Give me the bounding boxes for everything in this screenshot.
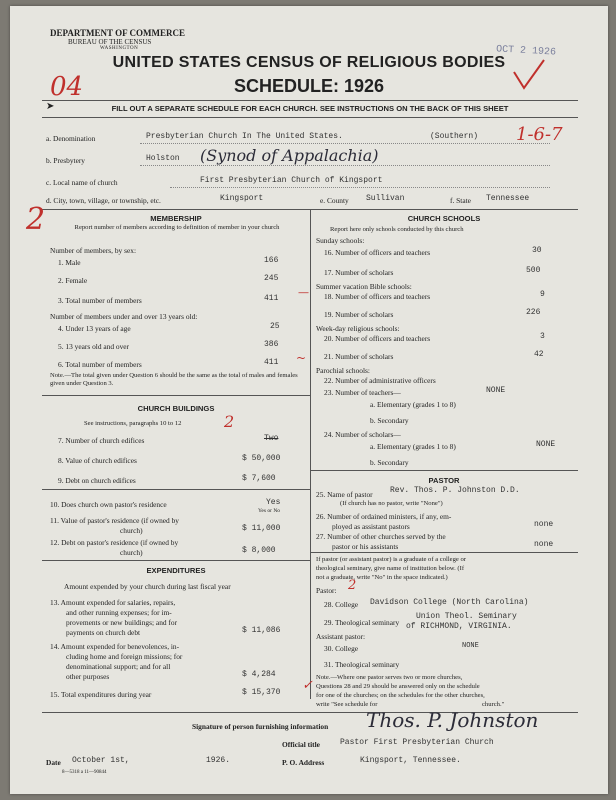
q1-label: 1. Male [58,258,81,267]
official-title-label: Official title [282,740,320,749]
buildings-instructions: See instructions, paragraphs 10 to 12 [84,420,182,427]
q5-label: 5. 13 years old and over [58,342,130,351]
county-value: Sullivan [366,194,405,203]
expenditures-heading: EXPENDITURES [146,566,206,575]
parochial-label: Parochial schools: [316,366,370,375]
q15-value: $ 15,370 [242,688,281,697]
city-label: WASHINGTON [100,46,139,51]
expenditures-intro: Amount expended by your church during last fiscal year [64,582,231,591]
q22-label: 22. Number of administrative officers [324,376,436,385]
q31-none: NONE [462,642,479,650]
arrow-icon: ➤ [46,101,55,112]
q10-sub: Yes or No [258,508,281,514]
q3-check: — [298,286,309,299]
q9-value: $ 7,600 [242,474,276,483]
sunday-label: Sunday schools: [316,236,365,245]
membership-heading: MEMBERSHIP [150,214,202,223]
local-name-value: First Presbyterian Church of Kingsport [200,176,383,185]
summer-label: Summer vacation Bible schools: [316,282,412,291]
pastor-sub-label: Pastor: [316,586,337,595]
q24a-value: NONE [536,440,556,449]
q10-value: Yes [266,498,281,507]
q12-label-2: church) [120,548,143,557]
q6-label: 6. Total number of members [58,360,142,369]
state-label: f. State [450,196,471,205]
denomination-code: 1-6-7 [516,124,563,145]
q16-value: 30 [532,246,542,255]
q14-label-2: cluding home and foreign missions; for [66,652,183,661]
q8-value: $ 50,000 [242,454,281,463]
schools-heading: CHURCH SCHOOLS [407,214,481,223]
q11-label: 11. Value of pastor's residence (if owned by [50,516,179,525]
q23-value: NONE [486,386,506,395]
date-label: Date [46,758,61,767]
q14-value: $ 4,284 [242,670,276,679]
buildings-heading: CHURCH BUILDINGS [137,404,215,413]
q15-label: 15. Total expenditures during year [50,690,152,699]
q7-value: Two [264,434,279,443]
q16-label: 16. Number of officers and teachers [324,248,431,257]
q13-value: $ 11,086 [242,626,281,635]
q6-check: ~ [296,351,307,365]
denomination-value: Presbyterian Church In The United States. [146,132,343,141]
weekday-label: Week-day religious schools: [316,324,400,333]
q20-label: 20. Number of officers and teachers [324,334,431,343]
q24a-label: a. Elementary (grades 1 to 8) [370,442,456,451]
q15-check: ✓ [302,678,313,693]
q28-value: Davidson College (North Carolina) [370,598,529,607]
date-value: October 1st, [72,756,130,765]
q24b-label: b. Secondary [370,458,409,467]
assistant-label: Assistant pastor: [316,632,366,641]
q26-label-1: 26. Number of ordained ministers, if any, em- [316,512,452,521]
q20-value: 3 [540,332,545,341]
q21-label: 21. Number of scholars [324,352,394,361]
pastor-note-3: for one of the churches; on the schedules for the other churches, [316,692,485,699]
q13-label-2: and other running expenses; for im- [66,608,172,617]
q29-value-1: Union Theol. Seminary [416,612,517,621]
q31-label: 31. Theological seminary [324,660,400,669]
state-value: Tennessee [486,194,530,203]
q18-value: 9 [540,290,545,299]
q14-label-4: other purposes [66,672,110,681]
q18-label: 18. Number of officers and teachers [324,292,431,301]
pastor-note-2: Questions 28 and 29 should be answered only on the schedule [316,683,480,690]
q29-value-2: of RICHMOND, VIRGINIA. [406,622,512,631]
q23a-label: a. Elementary (grades 1 to 8) [370,400,456,409]
q12-label: 12. Debt on pastor's residence (if owned by [50,538,179,547]
q5-value: 386 [264,340,279,349]
received-stamp: OCT 2 1926 [495,44,557,59]
q17-label: 17. Number of scholars [324,268,394,277]
q11-value: $ 11,000 [242,524,281,533]
bureau-label: BUREAU OF THE CENSUS [68,38,152,46]
schedule-title: SCHEDULE: 1926 [233,76,385,96]
q7-label: 7. Number of church edifices [58,436,145,445]
q23b-label: b. Secondary [370,416,409,425]
q26-label-2: ployed as assistant pastors [332,522,410,531]
county-label: e. County [320,196,349,205]
q13-label-4: payments on church debt [66,628,141,637]
q29-label: 29. Theological seminary [324,618,400,627]
department-label: DEPARTMENT OF COMMERCE [50,28,186,38]
official-title-value: Pastor First Presbyterian Church [340,738,494,747]
q19-value: 226 [526,308,541,317]
synod-handwritten: (Synod of Appalachia) [200,146,379,165]
q14-label-1: 14. Amount expended for benevolences, in- [50,642,180,651]
q17-value: 500 [526,266,541,275]
q1-value: 166 [264,256,279,265]
signature-label: Signature of person furnishing information [192,722,329,731]
q23-label: 23. Number of teachers— [324,388,401,397]
q2-value: 245 [264,274,279,283]
grad-note-3: not a graduate, write "No" in the space indicated.) [316,574,448,581]
pastor-red-mark: 2 [348,578,357,593]
membership-note: Note.—The total given under Question 6 should be the same as the total of males and females given under Question 3. [50,372,298,387]
q27-value: none [534,540,554,549]
presbytery-value: Holston [146,154,180,163]
pastor-heading: PASTOR [428,476,460,485]
by-age-label: Number of members under and over 13 years old: [50,312,198,321]
city-field-label: d. City, town, village, or township, etc. [46,196,161,205]
grad-note-1: If pastor (or assistant pastor) is a graduate of a college or [316,556,466,563]
q30-label: 30. College [324,644,359,653]
pastor-note-5: church." [482,701,505,708]
signature: Thos. P. Johnston [366,708,539,732]
q28-label: 28. College [324,600,359,609]
po-label: P. O. Address [282,758,325,767]
q8-label: 8. Value of church edifices [58,456,137,465]
red-margin-mark: 2 [26,202,46,237]
city-value: Kingsport [220,194,264,203]
schools-intro: Report here only schools conducted by this church [330,226,464,233]
by-sex-label: Number of members, by sex: [50,246,136,255]
po-value: Kingsport, Tennessee. [360,756,461,765]
q21-value: 42 [534,350,544,359]
grad-note-2: theological seminary, give name of institution below. (If [316,565,465,572]
q4-label: 4. Under 13 years of age [58,324,131,333]
q25-sub: (If church has no pastor, write "None") [340,500,443,507]
denomination-suffix: (Southern) [430,132,479,141]
form-title: UNITED STATES CENSUS OF RELIGIOUS BODIES [112,54,506,71]
q24-label: 24. Number of scholars— [324,430,401,439]
pastor-note-4: write "See schedule for [316,701,378,708]
q11-label-2: church) [120,526,143,535]
q27-label-2: pastor or his assistants [332,542,399,551]
denomination-label: a. Denomination [46,134,96,143]
q12-value: $ 8,000 [242,546,276,555]
fill-out-instruction: FILL OUT A SEPARATE SCHEDULE FOR EACH CHURCH. SEE INSTRUCTIONS ON THE BACK OF THIS SHEET [111,104,509,113]
q3-value: 411 [264,294,279,303]
q14-label-3: denominational support; and for all [66,662,171,671]
buildings-red-mark: 2 [224,412,235,431]
q2-label: 2. Female [58,276,88,285]
census-form [10,6,608,794]
pastor-note-1: Note.—Where one pastor serves two or more churches, [316,674,463,681]
q19-label: 19. Number of scholars [324,310,394,319]
q13-label-1: 13. Amount expended for salaries, repairs, [50,598,176,607]
q27-label-1: 27. Number of other churches served by the [316,532,446,541]
q9-label: 9. Debt on church edifices [58,476,136,485]
presbytery-label: b. Presbytery [46,156,85,165]
q13-label-3: provements or new buildings; and for [66,618,178,627]
q10-label: 10. Does church own pastor's residence [50,500,167,509]
q4-value: 25 [270,322,280,331]
form-number: 8—5318 a 11—90844 [62,770,107,775]
local-name-label: c. Local name of church [46,178,118,187]
q25-label: 25. Name of pastor [316,490,373,499]
year-value: 1926. [206,756,231,765]
membership-intro: Report number of members according to definition of member in your church [74,224,280,231]
q25-value: Rev. Thos. P. Johnston D.D. [390,486,520,495]
q3-label: 3. Total number of members [58,296,142,305]
red-annotation: 04 [50,72,84,102]
q6-value: 411 [264,358,279,367]
q26-value: none [534,520,554,529]
